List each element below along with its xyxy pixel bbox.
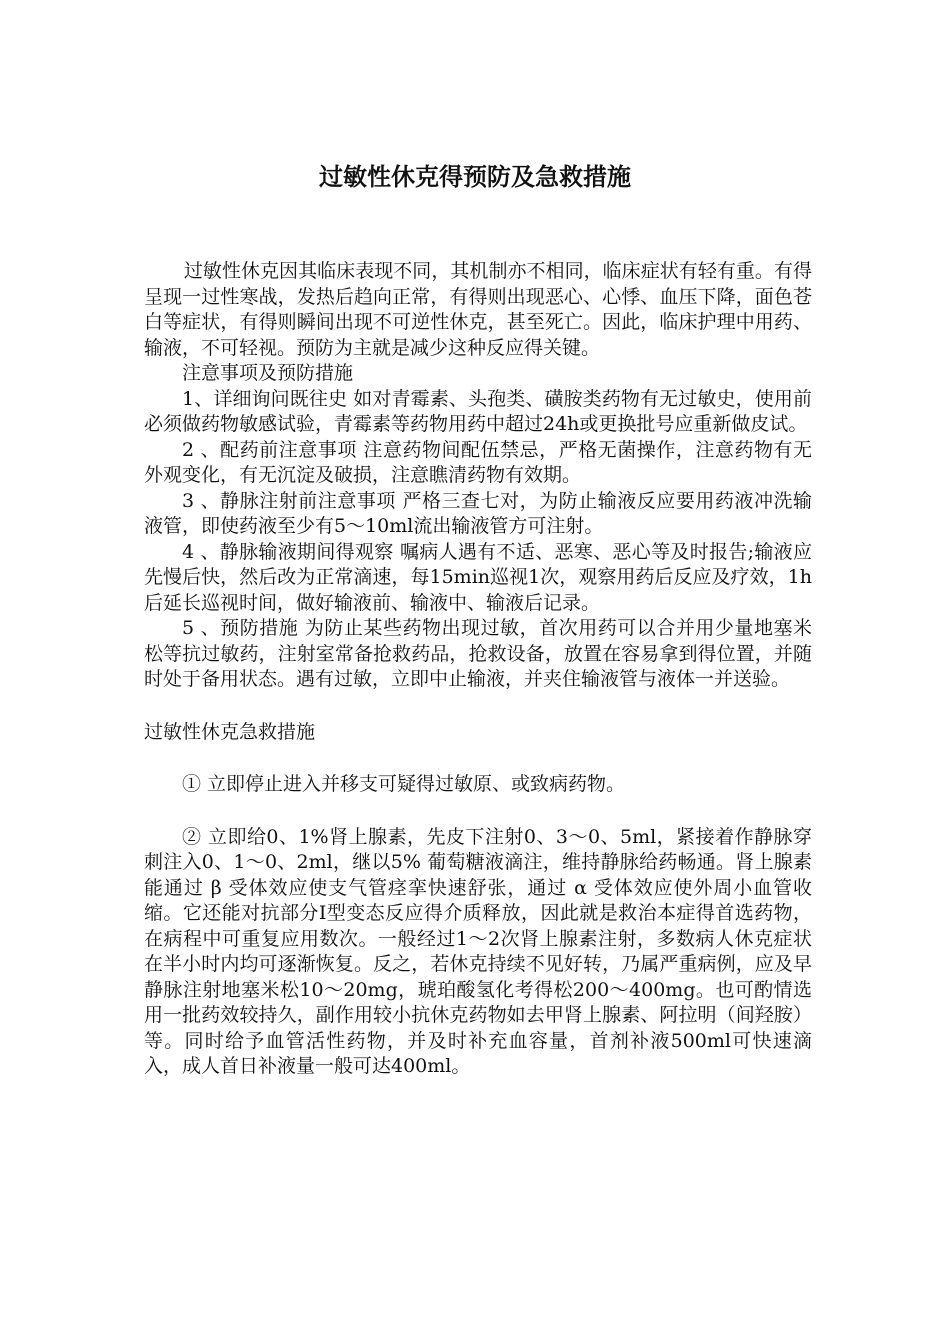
prevention-item-4: 4 、静脉输液期间得观察 嘱病人遇有不适、恶寒、恶心等及时报告;输液应先慢后快，然后改为正常滴速，每15min巡视1次，观察用药后反应及疗效，1h后延长巡视时间，做好输液前、输液中、输液后记录。 <box>144 540 812 614</box>
document-title: 过敏性休克得预防及急救措施 <box>319 163 631 191</box>
section-heading-prevention: 注意事项及预防措施 <box>182 362 354 384</box>
intro-paragraph: 过敏性休克因其临床表现不同，其机制亦不相同，临床症状有轻有重。有得呈现一过性寒战，发热后趋向正常，有得则出现恶心、心悸、血压下降，面色苍白等症状，有得则瞬间出现不可逆性休克，甚至死亡。因此，临床护理中用药、输液，不可轻视。预防为主就是减少这种反应得关键。 <box>144 260 812 359</box>
spacer <box>144 798 812 825</box>
emergency-measure-2: ② 立即给0、1%肾上腺素，先皮下注射0、3～0、5ml，紧接着作静脉穿刺注入0、1～0、2ml，继以5% 葡萄糖液滴注，维持静脉给药畅通。肾上腺素能通过 β 受体效应使支气管痉挛快速舒张，通过 α 受体效应使外周小血管收缩。它还能对抗部分Ⅰ型变态反应得介质释放，因此就是救治本症得首选药物，在病程中可重复应用数次。一般经过1～2次肾上腺素注射，多数病人休克症状在半小时内均可逐渐恢复。反之，若休克持续不见好转，乃属严重病例，应及早静脉注射地塞米松10～20mg，琥珀酸氢化考得松200～400mg。也可酌情选用一批药效较持久，副作用较小抗休克药物如去甲肾上腺素、阿拉明（间羟胺）等。同时给予血管活性药物，并及时补充血容量，首剂补液500ml可快速滴入，成人首日补液量一般可达400ml。 <box>144 825 812 1077</box>
prevention-item-1: 1、详细询问既往史 如对青霉素、头孢类、磺胺类药物有无过敏史，使用前必须做药物敏感试验，青霉素等药物用药中超过24h或更换批号应重新做皮试。 <box>144 387 812 435</box>
document-body <box>144 259 812 1080</box>
prevention-item-2: 2 、配药前注意事项 注意药物间配伍禁忌，严格无菌操作，注意药物有无外观变化，有无沉淀及破损，注意瞧清药物有效期。 <box>144 438 812 486</box>
prevention-item-5: 5 、预防措施 为防止某些药物出现过敏，首次用药可以合并用少量地塞米松等抗过敏药，注射室常备抢救药品，抢救设备，放置在容易拿到得位置，并随时处于备用状态。遇有过敏，立即中止输液，并夹住输液管与液体一并送验。 <box>144 617 812 690</box>
spacer <box>144 745 812 772</box>
prevention-item-3: 3 、静脉注射前注意事项 严格三查七对，为防止输液反应要用药液冲洗输液管，即使药液至少有5～10ml流出输液管方可注射。 <box>144 489 812 537</box>
emergency-measure-1: ① 立即停止进入并移支可疑得过敏原、或致病药物。 <box>182 773 626 795</box>
spacer <box>144 693 812 720</box>
section-heading-emergency: 过敏性休克急救措施 <box>144 720 316 743</box>
